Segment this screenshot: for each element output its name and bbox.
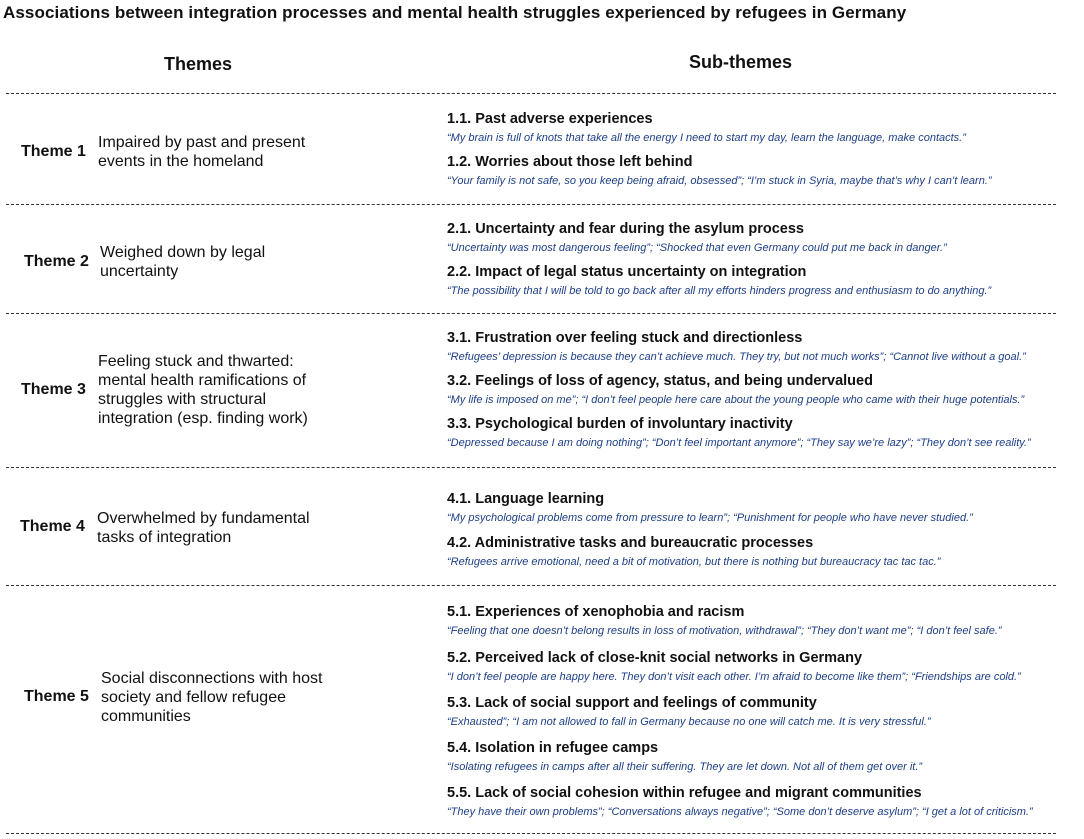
theme-2-label: Theme 2: [24, 253, 89, 270]
subtheme-3-2: [447, 372, 1024, 407]
subtheme-3-3: [447, 415, 1031, 450]
subtheme-heading: 2.1. Uncertainty and fear during the asylum process: [447, 221, 804, 237]
theme-1-description: Impaired by past and present events in the homeland: [98, 134, 306, 170]
subtheme-quote: “Isolating refugees in camps after all their suffering. They are let down. Not all of them get over it.”: [447, 761, 923, 773]
subtheme-heading: 5.1. Experiences of xenophobia and racism: [447, 604, 745, 620]
subtheme-quote: “My psychological problems come from pressure to learn”; “Punishment for people who have never studied.”: [447, 512, 973, 524]
subtheme-heading: 1.2. Worries about those left behind: [447, 154, 693, 170]
theme-4-description: Overwhelmed by fundamental tasks of integration: [97, 510, 310, 546]
theme-5-label: Theme 5: [24, 688, 89, 705]
subtheme-quote: “I don’t feel people are happy here. They don’t visit each other. I’m afraid to become like them”; “Friendships are cold.”: [447, 671, 1021, 683]
subtheme-quote: “My life is imposed on me”; “I don’t feel people here care about the young people who came with their huge potentials.”: [447, 394, 1025, 406]
row-divider: [6, 204, 1056, 205]
subtheme-quote: “Feeling that one doesn’t belong results in loss of motivation, withdrawal”; “They don’t want me”; “I don’t feel safe.”: [447, 625, 1002, 637]
subtheme-quote: “Your family is not safe, so you keep being afraid, obsessed”; “I’m stuck in Syria, maybe that’s why I can’t learn.”: [447, 175, 992, 187]
subtheme-heading: 3.3. Psychological burden of involuntary inactivity: [447, 416, 793, 432]
subtheme-heading: 4.2. Administrative tasks and bureaucratic processes: [447, 535, 814, 551]
subtheme-heading: 2.2. Impact of legal status uncertainty on integration: [447, 264, 807, 280]
theme-5-description: Social disconnections with host society and fellow refugee communities: [101, 670, 323, 725]
subtheme-quote: “They have their own problems”; “Conversations always negative”; “Some don’t deserve asylum”; “I get a lot of criticism.”: [447, 806, 1033, 818]
subtheme-1-1: [447, 110, 966, 145]
subtheme-heading: 3.2. Feelings of loss of agency, status, and being undervalued: [447, 373, 873, 389]
subtheme-4-1: [447, 490, 973, 525]
subtheme-5-2: [447, 649, 1021, 684]
subtheme-2-2: [447, 263, 991, 298]
theme-3-description: Feeling stuck and thwarted: mental health ramifications of struggles with structural integration (esp. finding work): [98, 353, 308, 427]
subtheme-5-5: [447, 784, 1033, 819]
theme-1-label: Theme 1: [21, 143, 86, 160]
theme-2-description: Weighed down by legal uncertainty: [100, 244, 266, 280]
subtheme-quote: “Depressed because I am doing nothing”; “Don’t feel important anymore”; “They say we’re lazy”; “They don’t see reality.”: [447, 437, 1031, 449]
subtheme-heading: 5.2. Perceived lack of close-knit social networks in Germany: [447, 650, 863, 666]
subtheme-5-3: [447, 694, 931, 729]
subtheme-heading: 3.1. Frustration over feeling stuck and directionless: [447, 330, 803, 346]
subtheme-heading: 5.4. Isolation in refugee camps: [447, 740, 659, 756]
subtheme-quote: “Uncertainty was most dangerous feeling”; “Shocked that even Germany could put me back in danger.”: [447, 242, 947, 254]
row-divider: [6, 93, 1056, 94]
subthemes-column-header: Sub-themes: [689, 52, 793, 72]
subtheme-5-1: [447, 603, 1002, 638]
row-divider: [6, 313, 1056, 314]
subtheme-4-2: [447, 534, 940, 569]
subtheme-3-1: [447, 329, 1026, 364]
subtheme-quote: “The possibility that I will be told to go back after all my efforts hinders progress and enthusiasm to do anything.”: [447, 285, 992, 297]
subtheme-heading: 4.1. Language learning: [447, 491, 605, 507]
subtheme-2-1: [447, 220, 947, 255]
subtheme-5-4: [447, 739, 922, 774]
row-divider: [6, 833, 1056, 834]
theme-4-label: Theme 4: [20, 518, 85, 535]
subtheme-quote: “My brain is full of knots that take all the energy I need to start my day, learn the language, make contacts.”: [447, 132, 966, 144]
subtheme-1-2: [447, 153, 992, 188]
subtheme-quote: “Refugees arrive emotional, need a bit of motivation, but there is nothing but bureaucracy tac tac tac.”: [447, 556, 941, 568]
theme-3-label: Theme 3: [21, 381, 86, 398]
page-title: Associations between integration processes and mental health struggles experienced by refugees in Germany: [3, 3, 907, 22]
row-divider: [6, 585, 1056, 586]
subtheme-heading: 5.3. Lack of social support and feelings of community: [447, 695, 817, 711]
row-divider: [6, 467, 1056, 468]
themes-column-header: Themes: [164, 54, 233, 74]
subtheme-quote: “Exhausted”; “I am not allowed to fall in Germany because no one will catch me. It is very stressful.”: [447, 716, 931, 728]
subtheme-heading: 5.5. Lack of social cohesion within refugee and migrant communities: [447, 785, 922, 801]
subtheme-quote: “Refugees’ depression is because they can’t achieve much. They try, but not much works”; “Cannot live without a goal.”: [447, 351, 1026, 363]
subtheme-heading: 1.1. Past adverse experiences: [447, 111, 653, 127]
